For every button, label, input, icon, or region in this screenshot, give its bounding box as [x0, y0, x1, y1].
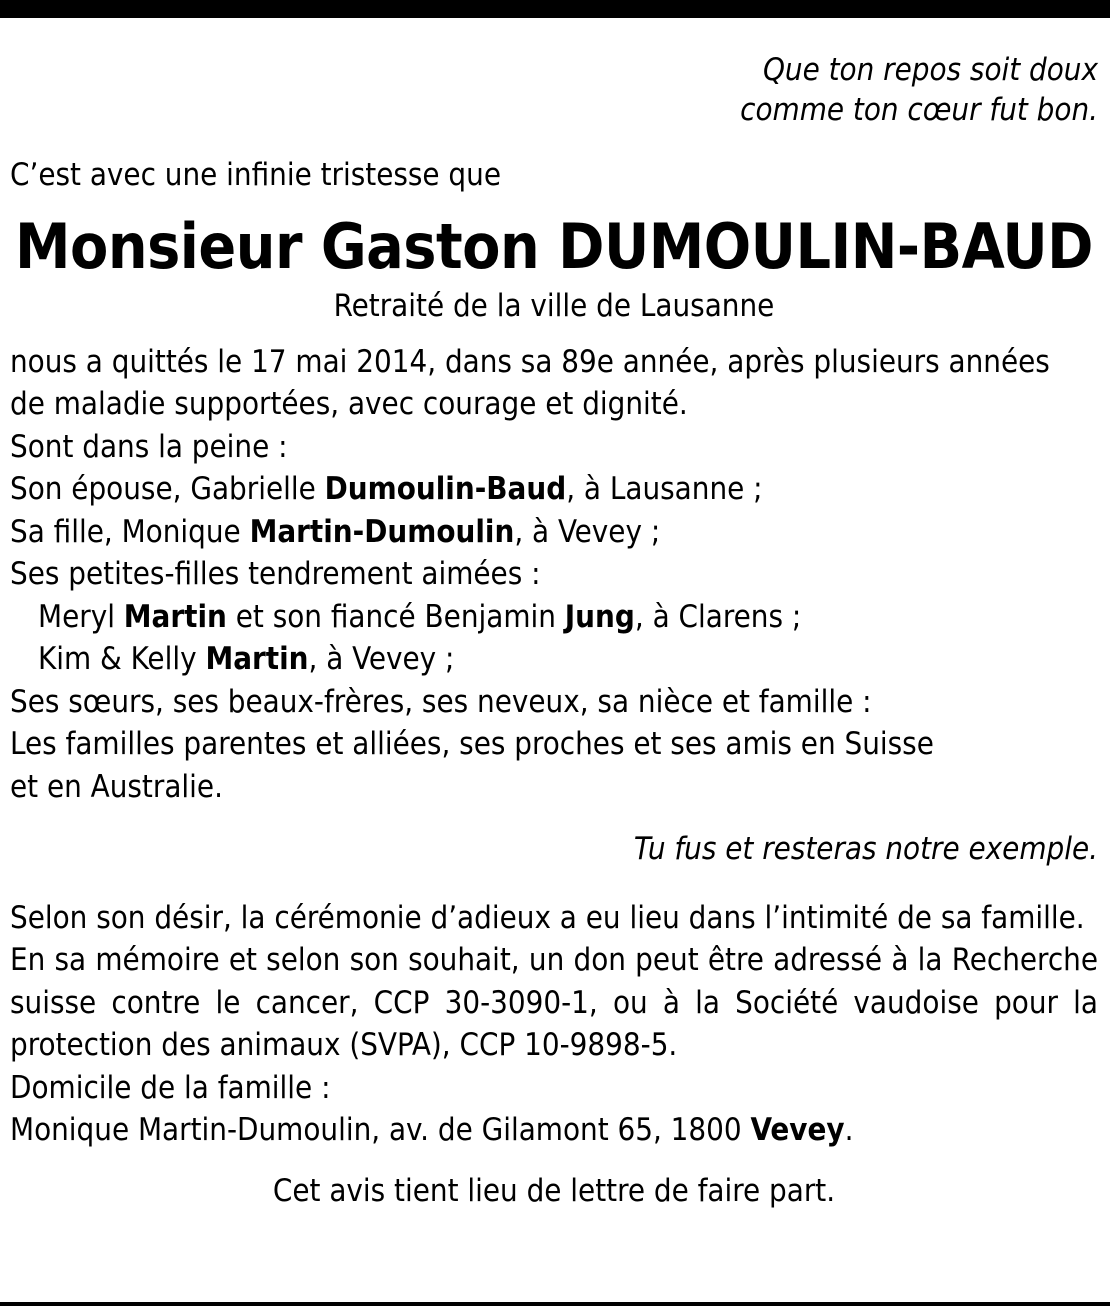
- deceased-subtitle: Retraité de la ville de Lausanne: [333, 287, 775, 324]
- epigraph-line-1: Que ton repos soit doux: [762, 52, 1098, 88]
- mourner-granddaughter-2: [10, 638, 1098, 681]
- intro-text: C’est avec une infinie tristesse que: [10, 157, 501, 193]
- granddaughter-1-surname: Martin: [123, 598, 227, 635]
- granddaughters-heading: Ses petites-filles tendrement aimées :: [10, 556, 541, 592]
- closing-quote: Tu fus et resteras notre exemple.: [633, 831, 1098, 867]
- mourner-wife: [10, 468, 1098, 511]
- bottom-border-rule: [0, 1302, 1110, 1306]
- mourner-daughter: [10, 511, 1098, 554]
- announcement-body: [10, 341, 1098, 809]
- closing-note: Cet avis tient lieu de lettre de faire part.: [272, 1172, 836, 1209]
- top-border-rule: [0, 0, 1110, 18]
- domicile-address-suffix: .: [844, 1112, 854, 1148]
- mourner-granddaughter-1: [10, 596, 1098, 639]
- epigraph: [10, 50, 1098, 130]
- granddaughter-2-suffix: , à Vevey ;: [308, 641, 455, 677]
- mourner-daughter-prefix: Sa fille, Monique: [10, 513, 250, 550]
- domicile-address-prefix: Monique Martin-Dumoulin, av. de Gilamont 65, 1800: [10, 1112, 751, 1148]
- announcement-line-2: de maladie supportées, avec courage et dignité.: [10, 386, 688, 422]
- fiance-surname: Jung: [564, 598, 635, 635]
- granddaughter-1-prefix: Meryl: [38, 598, 124, 635]
- ceremony-and-donation: [10, 897, 1098, 1152]
- mourner-daughter-suffix: , à Vevey ;: [514, 513, 661, 550]
- mourners-siblings: Ses sœurs, ses beaux-frères, ses neveux, sa nièce et famille :: [10, 683, 872, 720]
- domicile-address: [10, 1109, 1098, 1152]
- ceremony-paragraph: Selon son désir, la cérémonie d’adieux a eu lieu dans l’intimité de sa famille.: [10, 899, 1085, 936]
- granddaughter-1-suffix: , à Clarens ;: [634, 598, 802, 635]
- donation-paragraph: En sa mémoire et selon son souhait, un don peut être adressé à la Recherche suisse contre le cancer, CCP 30-3090-1, ou à la Société vaudoise pour la protection des animaux (SVPA), CCP 10-9898-5.: [10, 942, 1098, 1063]
- granddaughter-2-surname: Martin: [205, 641, 309, 677]
- mourner-wife-prefix: Son épouse, Gabrielle: [10, 471, 325, 507]
- mourners-families-line-2: et en Australie.: [10, 768, 223, 805]
- deceased-name: Monsieur Gaston DUMOULIN-BAUD: [15, 209, 1093, 283]
- granddaughter-2-prefix: Kim & Kelly: [38, 641, 206, 677]
- mourner-daughter-surname: Martin-Dumoulin: [249, 513, 515, 550]
- announcement-line-1: nous a quittés le 17 mai 2014, dans sa 89e année, après plusieurs années: [10, 343, 1050, 380]
- mourners-families-line-1: Les familles parentes et alliées, ses proches et ses amis en Suisse: [10, 726, 934, 762]
- obituary-notice: [10, 50, 1098, 1212]
- domicile-heading: Domicile de la famille :: [10, 1069, 331, 1106]
- epigraph-line-2: comme ton cœur fut bon.: [740, 92, 1098, 128]
- mourner-wife-surname: Dumoulin-Baud: [324, 471, 567, 507]
- granddaughter-1-middle: et son fiancé Benjamin: [226, 598, 565, 635]
- mourners-heading: Sont dans la peine :: [10, 428, 288, 465]
- domicile-city: Vevey: [750, 1112, 845, 1148]
- mourner-wife-suffix: , à Lausanne ;: [566, 471, 763, 507]
